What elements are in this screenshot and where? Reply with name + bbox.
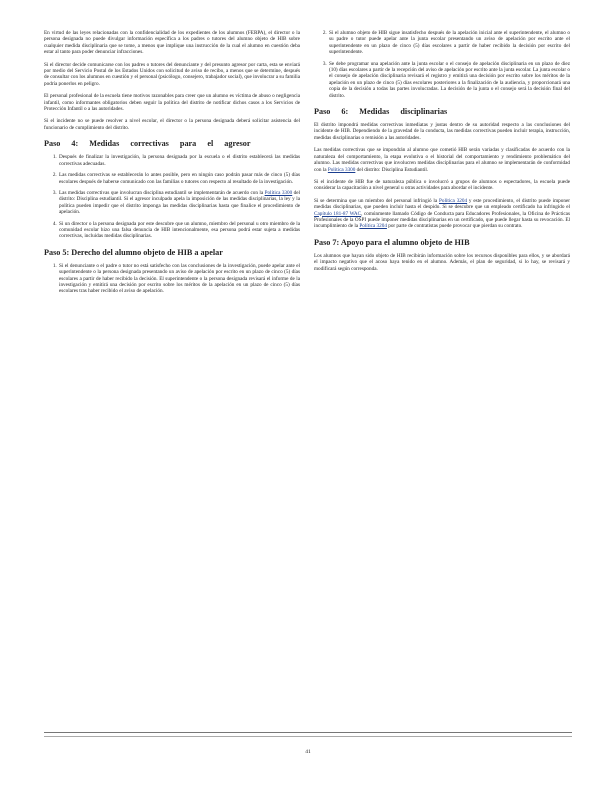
body-paragraph: Las medidas correctivas que se impondrán al alumno que cometió HIB serán variadas y clasificadas de acuerdo con la naturaleza del comportamiento, la etapa evolutiva o el historial del comportamiento y rendimiento problemático del alumno. Las medidas correctivas que involucren medidas disciplinarias para el alumno se implementarán de conformidad con la Política 3300 del distrito: Disciplina Estudiantil.	[314, 147, 570, 173]
body-paragraph: Si se determina que un miembro del personal infringió la Política 3204 y este procedimiento, el distrito puede imponer medidas disciplinarias, que pueden incluir hasta el despido. Si se descubre que un empleado certificado ha infringido el Capítulo 181-87 WAC, comúnmente llamado Código de Conducta para Educadores Profesionales, la Oficina de Prácticas Profesionales de la OSPI puede imponer medidas disciplinarias en un certificado, que puede llegar hasta su revocación. El incumplimiento de la Política 3204 por parte de contratistas puede provocar que pierdan su contrato.	[314, 197, 570, 230]
list-item: 2. Si el alumno objeto de HIB sigue insatisfecho después de la apelación inicial ante el superintendente, el alumno o su padre o tutor puede apelar ante la junta escolar presentando un aviso de apelación por escrito ante el superintendente en un plazo de cinco (5) días escolares a partir de haber recibido la decisión por escrito del superintendente.	[328, 30, 570, 56]
body-paragraph: El distrito impondrá medidas correctivas inmediatas y justas dentro de su autoridad respecto a las conclusiones del incidente de HIB. Dependiendo de la gravedad de la conducta, las medidas correctivas pueden incluir terapia, instrucción, medidas disciplinarias o remisión a las autoridades.	[314, 122, 570, 141]
step5-list	[44, 263, 300, 295]
policy-link[interactable]: Política 3300	[264, 189, 293, 196]
page-number: 41	[305, 749, 311, 755]
list-item: 1. Después de finalizar la investigación, la persona designada por la escuela o el distrito establecerá las medidas correctivas adecuadas.	[58, 154, 300, 167]
step4-heading: Paso 4: Medidas correctivas para el agresor	[44, 139, 251, 149]
list-item: 3. Las medidas correctivas que involucran disciplina estudiantil se implementarán de acuerdo con la Política 3300 del distrito: Disciplina estudiantil. Si el agresor inculpado apela la imposición de las medidas disciplinarias, la ley y la política pueden impedir que el distrito imponga las medidas disciplinarias hasta que finalice el procedimiento de apelación.	[58, 190, 300, 216]
footer-divider-secondary	[44, 736, 572, 737]
body-paragraph: Si el incidente de HIB fue de naturaleza pública o involucró a grupos de alumnos o espectadores, la escuela puede considerar la capacitación a nivel general u otras actividades para abordar el incidente.	[314, 178, 570, 192]
policy-link[interactable]: Capítulo 181-87 WAC	[314, 210, 362, 217]
policy-link[interactable]: Política 3300	[327, 166, 356, 173]
policy-link[interactable]: Política 3204	[439, 197, 468, 204]
step7-heading: Paso 7: Apoyo para el alumno objeto de HIB	[314, 237, 470, 247]
step6-heading: Paso 6: Medidas disciplinarias	[314, 107, 448, 117]
left-column	[44, 30, 300, 301]
footer-divider	[44, 732, 572, 733]
step5-heading: Paso 5: Derecho del alumno objeto de HIB a apelar	[44, 247, 223, 257]
list-item: 4. Si un director o la persona designada por este descubre que un alumno, miembro del personal u otro miembro de la comunidad escolar hizo una falsa denuncia de HIB intencionalmente, esa persona podrá estar sujeta a medidas correctivas, incluidas medidas disciplinarias.	[58, 221, 300, 240]
intro-paragraph: El personal profesional de la escuela tiene motivos razonables para creer que un alumno es víctima de abuso o negligencia infantil, como informantes obligatorios deben seguir la política del distrito de notificar dichos casos a los Servicios de Protección Infantil o a las autoridades.	[44, 93, 300, 113]
step4-list	[44, 154, 300, 239]
intro-paragraph: En virtud de las leyes relacionadas con la confidencialidad de los expedientes de los alumnos (FERPA), el director o la persona designada no puede divulgar información específica a los padres o tutores del alumno objeto de HIB sobre cualquier medida disciplinaria que se tome, a menos que implique una instrucción de la cual el alumno en cuestión deba estar al tanto para poder denunciar infracciones.	[44, 30, 300, 56]
intro-paragraph: Si el incidente no se puede resolver a nivel escolar, el director o la persona designada deberá solicitar asistencia del funcionario de cumplimiento del distrito.	[44, 118, 300, 131]
intro-paragraph: Si el director decide comunicarse con los padres o tutores del denunciante y del presunto agresor por carta, esta se enviará por medio del Servicio Postal de los Estados Unidos con solicitud de aviso de recibo, a menos que se determine, después de consultar con los alumnos en cuestión y el personal (psicólogo, consejero, trabajador social), que involucrar a su familia podría ponerlos en peligro.	[44, 61, 300, 87]
step5-list-continued	[314, 30, 570, 99]
list-item: 1. Si el denunciante o el padre o tutor no está satisfecho con las conclusiones de la investigación, puede apelar ante el superintendente o la persona designada presentando un aviso de apelación por escrito en un plazo de cinco (5) días escolares a partir de haber recibido la decisión. El superintendente o la persona designada revisará el informe de la investigación y emitirá una decisión por escrito sobre los méritos de la apelación en un plazo de cinco (5) días escolares tras haber recibido el aviso de apelación.	[58, 263, 300, 295]
right-column	[314, 30, 570, 278]
list-item: 2. Las medidas correctivas se establecerán lo antes posible, pero en ningún caso podrán pasar más de cinco (5) días escolares después de haberse comunicado con las familias o tutores con respecto al resultado de la investigación.	[58, 172, 300, 185]
policy-link[interactable]: Política 3204	[359, 223, 387, 230]
body-paragraph: Los alumnos que hayan sido objeto de HIB recibirán información sobre los recursos disponibles para ellos, y se abordará el impacto negativo que el acoso haya tenido en el alumno. Además, el plan de seguridad, si lo hay, se revisará y modificará según corresponda.	[314, 252, 570, 272]
list-item: 3. Se debe programar una apelación ante la junta escolar o el consejo de apelación disciplinaria en un plazo de diez (10) días escolares a partir de la recepción del aviso de apelación por escrito ante la junta escolar. La junta escolar o el consejo de apelación disciplinaria revisará el registro y emitirá una decisión por escrito sobre los méritos de la apelación en un plazo de cinco (5) días escolares posteriores a la finalización de la audiencia, y proporcionará una copia de la decisión a todas las partes involucradas. La decisión de la junta o el consejo será la decisión final del distrito.	[328, 61, 570, 99]
